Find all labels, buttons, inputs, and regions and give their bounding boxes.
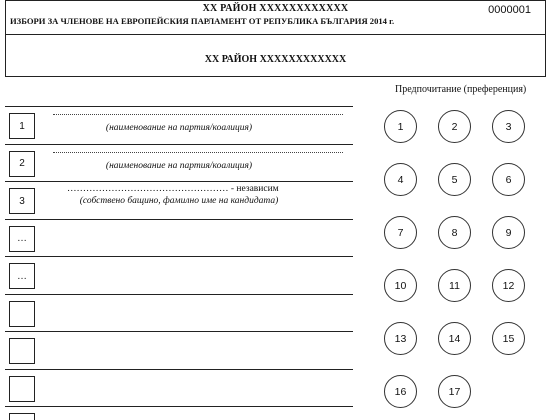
preference-circle[interactable]: 10 <box>384 269 417 302</box>
vote-box[interactable] <box>9 338 35 364</box>
vote-box[interactable]: 3 <box>9 188 35 214</box>
vote-box[interactable]: … <box>9 263 35 289</box>
ballot-row <box>5 219 353 255</box>
preference-circle[interactable]: 5 <box>438 163 471 196</box>
preference-circle[interactable]: 14 <box>438 322 471 355</box>
name-dotted-line <box>53 149 343 153</box>
district-heading-top: ХХ РАЙОН ХХХХХХХХХХХХ <box>202 3 349 14</box>
ballot-row <box>5 406 353 420</box>
preference-circle[interactable]: 2 <box>438 110 471 143</box>
preference-circle[interactable]: 17 <box>438 375 471 408</box>
preference-circle[interactable]: 8 <box>438 216 471 249</box>
preference-circle[interactable]: 12 <box>492 269 525 302</box>
preference-circle[interactable]: 15 <box>492 322 525 355</box>
preference-circle[interactable]: 9 <box>492 216 525 249</box>
preference-circle[interactable]: 7 <box>384 216 417 249</box>
preference-circle[interactable]: 11 <box>438 269 471 302</box>
ballot-row <box>5 331 353 367</box>
ballot-row <box>5 144 353 180</box>
name-dotted-line <box>53 111 343 115</box>
vote-box[interactable] <box>9 413 35 420</box>
preference-label: Предпочитание (преференция) <box>395 84 527 95</box>
ballot-row <box>5 106 353 142</box>
vote-box[interactable]: 2 <box>9 151 35 177</box>
vote-box[interactable] <box>9 376 35 402</box>
ballot-row <box>5 181 353 217</box>
ballot-serial-number: 0000001 <box>488 4 531 16</box>
preference-circle[interactable]: 16 <box>384 375 417 408</box>
preference-circle[interactable]: 6 <box>492 163 525 196</box>
election-title: ИЗБОРИ ЗА ЧЛЕНОВЕ НА ЕВРОПЕЙСКИЯ ПАРЛАМЕНТ ОТ РЕПУБЛИКА БЪЛГАРИЯ 2014 г. <box>10 16 395 26</box>
preference-circle[interactable]: 13 <box>384 322 417 355</box>
row-caption: (собствено бащино, фамилно име на кандидата) <box>79 196 279 206</box>
ballot-row <box>5 294 353 330</box>
independent-candidate-line: …………………………………………… - независим <box>67 184 279 194</box>
vote-box[interactable] <box>9 301 35 327</box>
header-divider <box>6 34 545 35</box>
ballot-row <box>5 256 353 292</box>
ballot-header <box>5 0 546 77</box>
preference-circle[interactable]: 3 <box>492 110 525 143</box>
district-heading: ХХ РАЙОН ХХХХХХХХХХХХ <box>204 54 347 65</box>
vote-box[interactable]: … <box>9 226 35 252</box>
vote-box[interactable]: 1 <box>9 113 35 139</box>
preference-circle[interactable]: 1 <box>384 110 417 143</box>
row-caption: (наименование на партия/коалиция) <box>105 123 253 133</box>
row-caption: (наименование на партия/коалиция) <box>105 160 253 171</box>
ballot-row <box>5 369 353 405</box>
preference-circle[interactable]: 4 <box>384 163 417 196</box>
